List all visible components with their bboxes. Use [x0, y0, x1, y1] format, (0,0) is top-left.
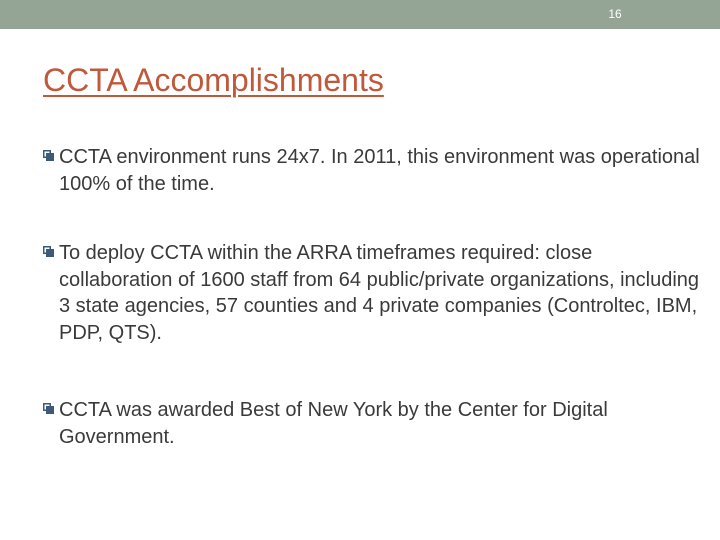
bullet-item [43, 144, 703, 197]
checkbox-bullet-icon [43, 246, 54, 257]
slide-number: 16 [608, 7, 622, 21]
bullet-item [43, 397, 703, 450]
bullet-text: CCTA environment runs 24x7. In 2011, this environment was operational 100% of the time. [59, 146, 700, 195]
bullet-text: CCTA was awarded Best of New York by the Center for Digital Government. [59, 399, 608, 448]
bullet-item [43, 240, 703, 346]
bullet-text: To deploy CCTA within the ARRA timeframes required: close collaboration of 1600 staff from 64 public/private organizations, including 3 state agencies, 57 counties and 4 private companies (Controltec, IBM, PDP, QTS). [59, 242, 700, 344]
checkbox-bullet-icon [43, 403, 54, 414]
header-bar [0, 0, 720, 29]
checkbox-bullet-icon [43, 150, 54, 161]
slide-title: CCTA Accomplishments [43, 62, 384, 98]
